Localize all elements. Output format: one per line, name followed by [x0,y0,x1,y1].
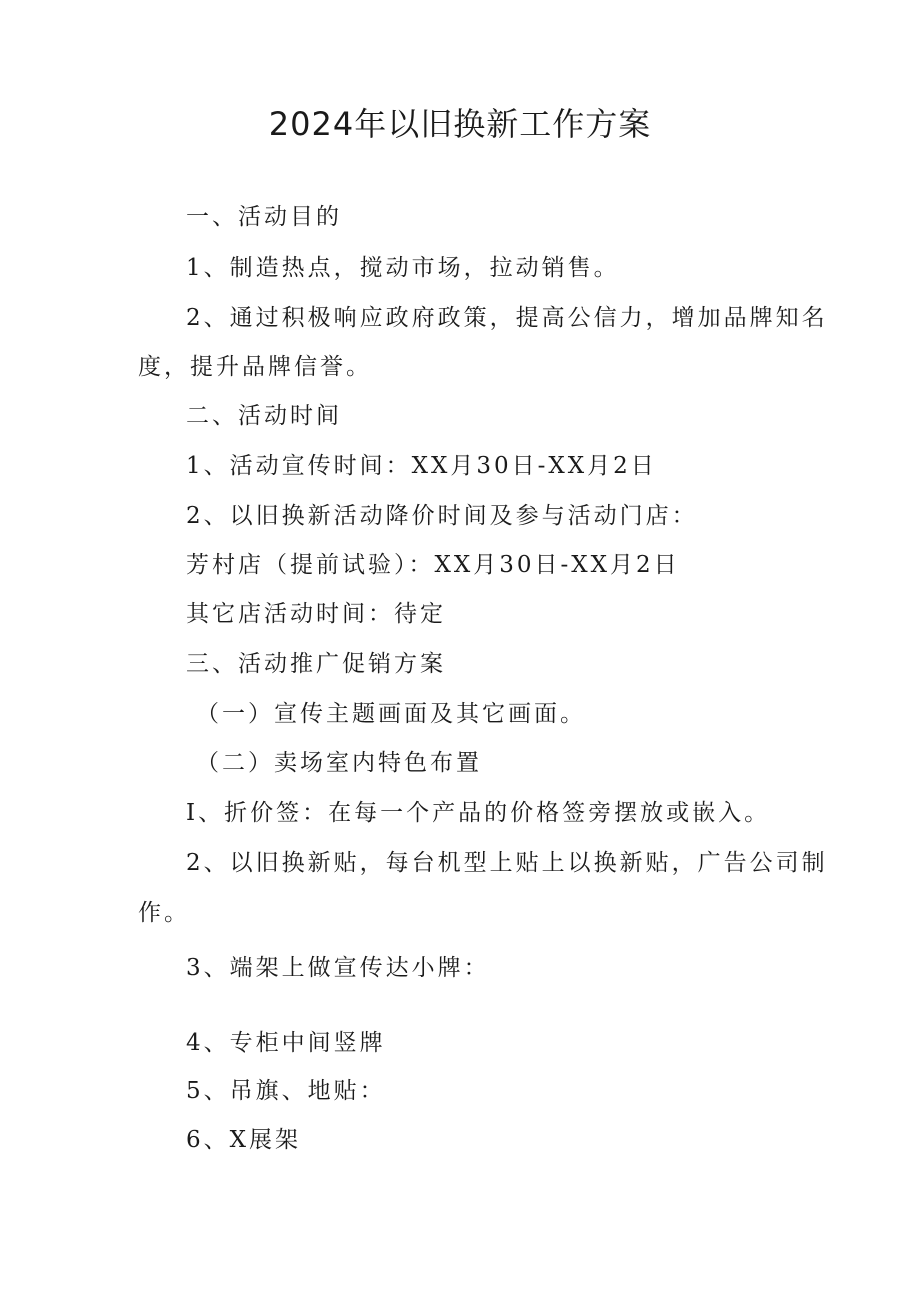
section-3-item-2-line-2: 作。 [138,900,190,926]
section-3-item-2-line-1: 2、以旧换新贴，每台机型上贴上以换新贴，广告公司制 [186,850,828,876]
section-3-subsection-2: （二）卖场室内特色布置 [196,750,482,776]
section-1-heading: 一、活动目的 [186,204,342,230]
section-2-heading: 二、活动时间 [186,403,342,429]
section-3-subsection-1: （一）宣传主题画面及其它画面。 [196,701,586,727]
section-3-item-1: I、折价签：在每一个产品的价格签旁摆放或嵌入。 [186,800,771,826]
section-3-item-4: 4、专柜中间竖牌 [186,1030,386,1056]
section-1-item-2-line-2: 度，提升品牌信誉。 [138,354,372,380]
store-schedule-others: 其它店活动时间：待定 [186,601,446,627]
section-3-item-5: 5、吊旗、地贴： [186,1078,386,1104]
section-2-item-2: 2、以旧换新活动降价时间及参与活动门店： [186,503,698,529]
section-3-item-3: 3、端架上做宣传达小牌： [186,955,490,981]
section-3-item-6: 6、X展架 [186,1127,302,1153]
section-3-heading: 三、活动推广促销方案 [186,651,446,677]
section-2-item-1: 1、活动宣传时间：XX月30日-XX月2日 [186,453,657,479]
store-schedule-fangcun: 芳村店（提前试验）：XX月30日-XX月2日 [186,552,680,578]
document-title: 2024年以旧换新工作方案 [268,105,652,143]
section-1-item-1: 1、制造热点，搅动市场，拉动销售。 [186,255,620,281]
section-1-item-2-line-1: 2、通过积极响应政府政策，提高公信力，增加品牌知名 [186,305,828,331]
